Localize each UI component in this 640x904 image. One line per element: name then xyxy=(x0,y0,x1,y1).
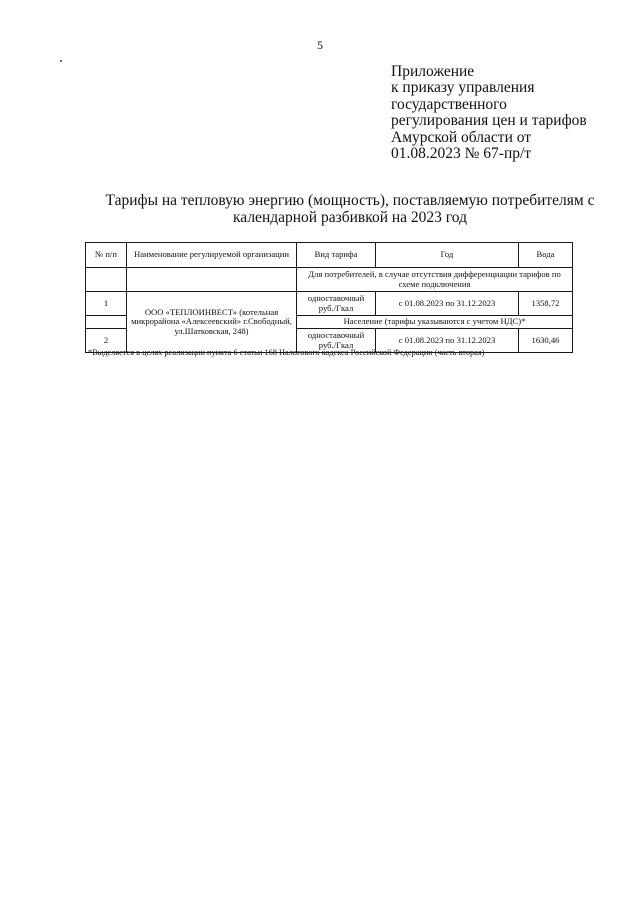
appendix-line: регулирования цен и тарифов xyxy=(391,112,587,130)
page-number: 5 xyxy=(317,38,323,52)
empty-cell xyxy=(86,268,127,292)
section-consumers-row xyxy=(86,268,573,292)
section-population-label: Население (тарифы указываются с учетом НДС)* xyxy=(297,316,573,329)
tariff-type-cell: одноставочный руб./Гкал xyxy=(297,329,376,353)
water-value-cell: 1630,46 xyxy=(519,329,573,353)
empty-cell xyxy=(86,316,127,329)
scan-speck xyxy=(60,60,62,62)
document-title-line-1: Тарифы на тепловую энергию (мощность), поставляемую потребителям с xyxy=(105,192,595,209)
appendix-header xyxy=(391,64,587,162)
footnote: *Выделяется в целях реализации пункта 6 статьи 168 Налогового кодекса Российской Федерации (часть вторая) xyxy=(88,348,485,357)
header-year: Год xyxy=(376,243,519,268)
appendix-line: Приложение xyxy=(391,63,475,80)
tariff-type-cell: одноставочный руб./Гкал xyxy=(297,292,376,316)
appendix-line: Амурской области от xyxy=(391,128,532,146)
document-title-line-2: календарной разбивкой на 2023 год xyxy=(233,209,467,226)
appendix-line: к приказу управления xyxy=(391,79,535,97)
organization-cell: ООО «ТЕПЛОИНВЕСТ» (котельная микрорайона «Алексеевский» г.Свободный, ул.Шатковская, 248) xyxy=(127,292,297,353)
appendix-line: государственного xyxy=(391,95,507,113)
water-value-cell: 1358,72 xyxy=(519,292,573,316)
period-cell: с 01.08.2023 по 31.12.2023 xyxy=(376,329,519,353)
row-num: 1 xyxy=(86,292,127,316)
period-cell: с 01.08.2023 по 31.12.2023 xyxy=(376,292,519,316)
header-tariff-type: Вид тарифа xyxy=(297,243,376,268)
appendix-line: 01.08.2023 № 67-пр/т xyxy=(391,145,532,163)
row-num: 2 xyxy=(86,329,127,353)
empty-cell xyxy=(127,268,297,292)
table-header-row xyxy=(86,243,573,268)
header-water: Вода xyxy=(519,243,573,268)
header-num: № п/п xyxy=(86,243,127,268)
tariff-table xyxy=(85,242,573,353)
document-title xyxy=(90,192,610,226)
section-consumers-label: Для потребителей, в случае отсутствия дифференциации тарифов по схеме подключения xyxy=(297,268,573,292)
header-org: Наименование регулируемой организации xyxy=(127,243,297,268)
